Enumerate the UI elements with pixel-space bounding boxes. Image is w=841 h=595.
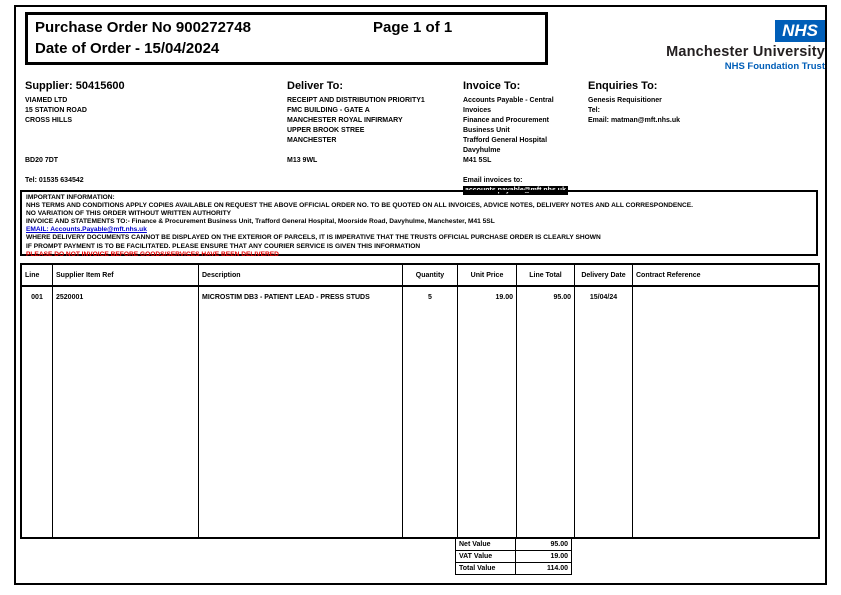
enquiries-email[interactable]: Email: matman@mft.nhs.uk [588, 117, 681, 124]
page-count: Page 1 of 1 [373, 19, 453, 36]
header-delivery-date: Delivery Date [575, 265, 633, 287]
supplier-line [25, 126, 275, 136]
spacer [463, 166, 583, 176]
enquiries-title: Enquiries To: [588, 80, 658, 92]
trust-org-name: Manchester University [666, 44, 825, 60]
total-value: 114.00 [516, 563, 572, 575]
important-warning: PLEASE DO NOT INVOICE BEFORE GOODS/SERVICES HAVE BEEN DELIVERED [26, 250, 279, 258]
invoice-line: Business Unit [463, 127, 510, 134]
totals-table [455, 538, 572, 575]
order-date: Date of Order - 15/04/2024 [35, 40, 220, 57]
deliver-line: MANCHESTER [287, 137, 337, 144]
supplier-section [25, 80, 275, 186]
cell-line-total: 95.00 [517, 287, 575, 537]
important-title: IMPORTANT INFORMATION: [26, 194, 115, 201]
deliver-to-title: Deliver To: [287, 80, 344, 92]
invoice-line: Accounts Payable - Central [463, 97, 554, 104]
total-value-row [456, 563, 572, 575]
header-supplier-item-ref: Supplier Item Ref [53, 265, 199, 287]
invoice-line: Davyhulme [463, 147, 501, 154]
important-terms-line: NHS TERMS AND CONDITIONS APPLY COPIES AVAILABLE ON REQUEST THE ABOVE OFFICIAL ORDER NO. TO BE QUOTED ON ALL INVOICES, ADVICE NOTES, DELIVERY NOTES AND ALL CORRESPONDENCE. [26, 202, 694, 210]
header-contract-reference: Contract Reference [633, 265, 818, 287]
deliver-line: MANCHESTER ROYAL INFIRMARY [287, 117, 403, 124]
header-line: Line [22, 265, 53, 287]
table-header-row [22, 265, 818, 287]
enquiries-line: Genesis Requisitioner [588, 97, 662, 104]
deliver-line [287, 146, 457, 156]
deliver-line: FMC BUILDING - GATE A [287, 107, 370, 114]
invoice-line: Trafford General Hospital [463, 137, 548, 144]
supplier-title: Supplier: 50415600 [25, 80, 125, 92]
supplier-line: 15 STATION ROAD [25, 107, 87, 114]
nhs-trust-logo [595, 20, 825, 72]
important-invoice-address-line: INVOICE AND STATEMENTS TO:- Finance & Procurement Business Unit, Trafford General Hospital, Moorside Road, Davyhulme, Manchester, M41 5SL [26, 218, 495, 226]
deliver-line: UPPER BROOK STREE [287, 127, 365, 134]
invoice-line: Finance and Procurement [463, 117, 549, 124]
deliver-postcode: M13 9WL [287, 157, 318, 164]
net-value: 95.00 [516, 539, 572, 551]
enquiries-section [588, 80, 748, 126]
header-description: Description [199, 265, 403, 287]
deliver-to-section [287, 80, 457, 166]
header-unit-price: Unit Price [458, 265, 517, 287]
cell-delivery-date: 15/04/24 [575, 287, 633, 537]
supplier-line [25, 136, 275, 146]
cell-line: 001 [22, 287, 53, 537]
line-items-table [20, 263, 820, 539]
trust-sub-name: NHS Foundation Trust [724, 61, 825, 72]
important-info-box [20, 190, 818, 256]
net-value-row [456, 539, 572, 551]
total-value-label: Total Value [456, 563, 516, 575]
cell-quantity: 5 [403, 287, 458, 537]
vat-value: 19.00 [516, 551, 572, 563]
po-number: Purchase Order No 900272748 [35, 19, 251, 36]
email-invoices-label: Email invoices to: [463, 177, 523, 184]
important-delivery-docs-line: WHERE DELIVERY DOCUMENTS CANNOT BE DISPLAYED ON THE EXTERIOR OF PARCELS, IT IS IMPERATIVE THAT THE TRUSTS OFFICIAL PURCHASE ORDER IS CLEARLY SHOWN [26, 234, 601, 242]
important-prompt-payment-line: IF PROMPT PAYMENT IS TO BE FACILITATED. PLEASE ENSURE THAT ANY COURIER SERVICE IS GIVEN THIS INFORMATION [26, 242, 421, 250]
net-value-label: Net Value [456, 539, 516, 551]
deliver-line: RECEIPT AND DISTRIBUTION PRIORITY1 [287, 97, 425, 104]
nhs-logo-icon: NHS [775, 20, 825, 42]
important-email-link[interactable]: EMAIL: Accounts.Payable@mft.nhs.uk [26, 226, 147, 234]
table-row [22, 287, 818, 537]
supplier-line [25, 146, 275, 156]
vat-value-label: VAT Value [456, 551, 516, 563]
po-header-box [25, 12, 548, 65]
supplier-line: VIAMED LTD [25, 97, 68, 104]
invoice-to-section [463, 80, 583, 196]
header-quantity: Quantity [403, 265, 458, 287]
supplier-phone: Tel: 01535 634542 [25, 177, 84, 184]
enquiries-phone: Tel: [588, 107, 600, 114]
supplier-postcode: BD20 7DT [25, 157, 59, 164]
important-variation-line: NO VARIATION OF THIS ORDER WITHOUT WRITTEN AUTHORITY [26, 210, 232, 218]
supplier-line [25, 166, 275, 176]
invoice-to-title: Invoice To: [463, 80, 521, 92]
vat-value-row [456, 551, 572, 563]
cell-unit-price: 19.00 [458, 287, 517, 537]
invoice-postcode: M41 5SL [463, 157, 492, 164]
header-line-total: Line Total [517, 265, 575, 287]
invoice-email-link[interactable]: accounts.payable@mft.nhs.uk [465, 187, 566, 194]
invoice-line: Invoices [463, 107, 492, 114]
supplier-line: CROSS HILLS [25, 117, 73, 124]
cell-supplier-item-ref: 2520001 [53, 287, 199, 537]
cell-contract-reference [633, 287, 818, 537]
cell-description: MICROSTIM DB3 - PATIENT LEAD - PRESS STUDS [202, 294, 370, 301]
